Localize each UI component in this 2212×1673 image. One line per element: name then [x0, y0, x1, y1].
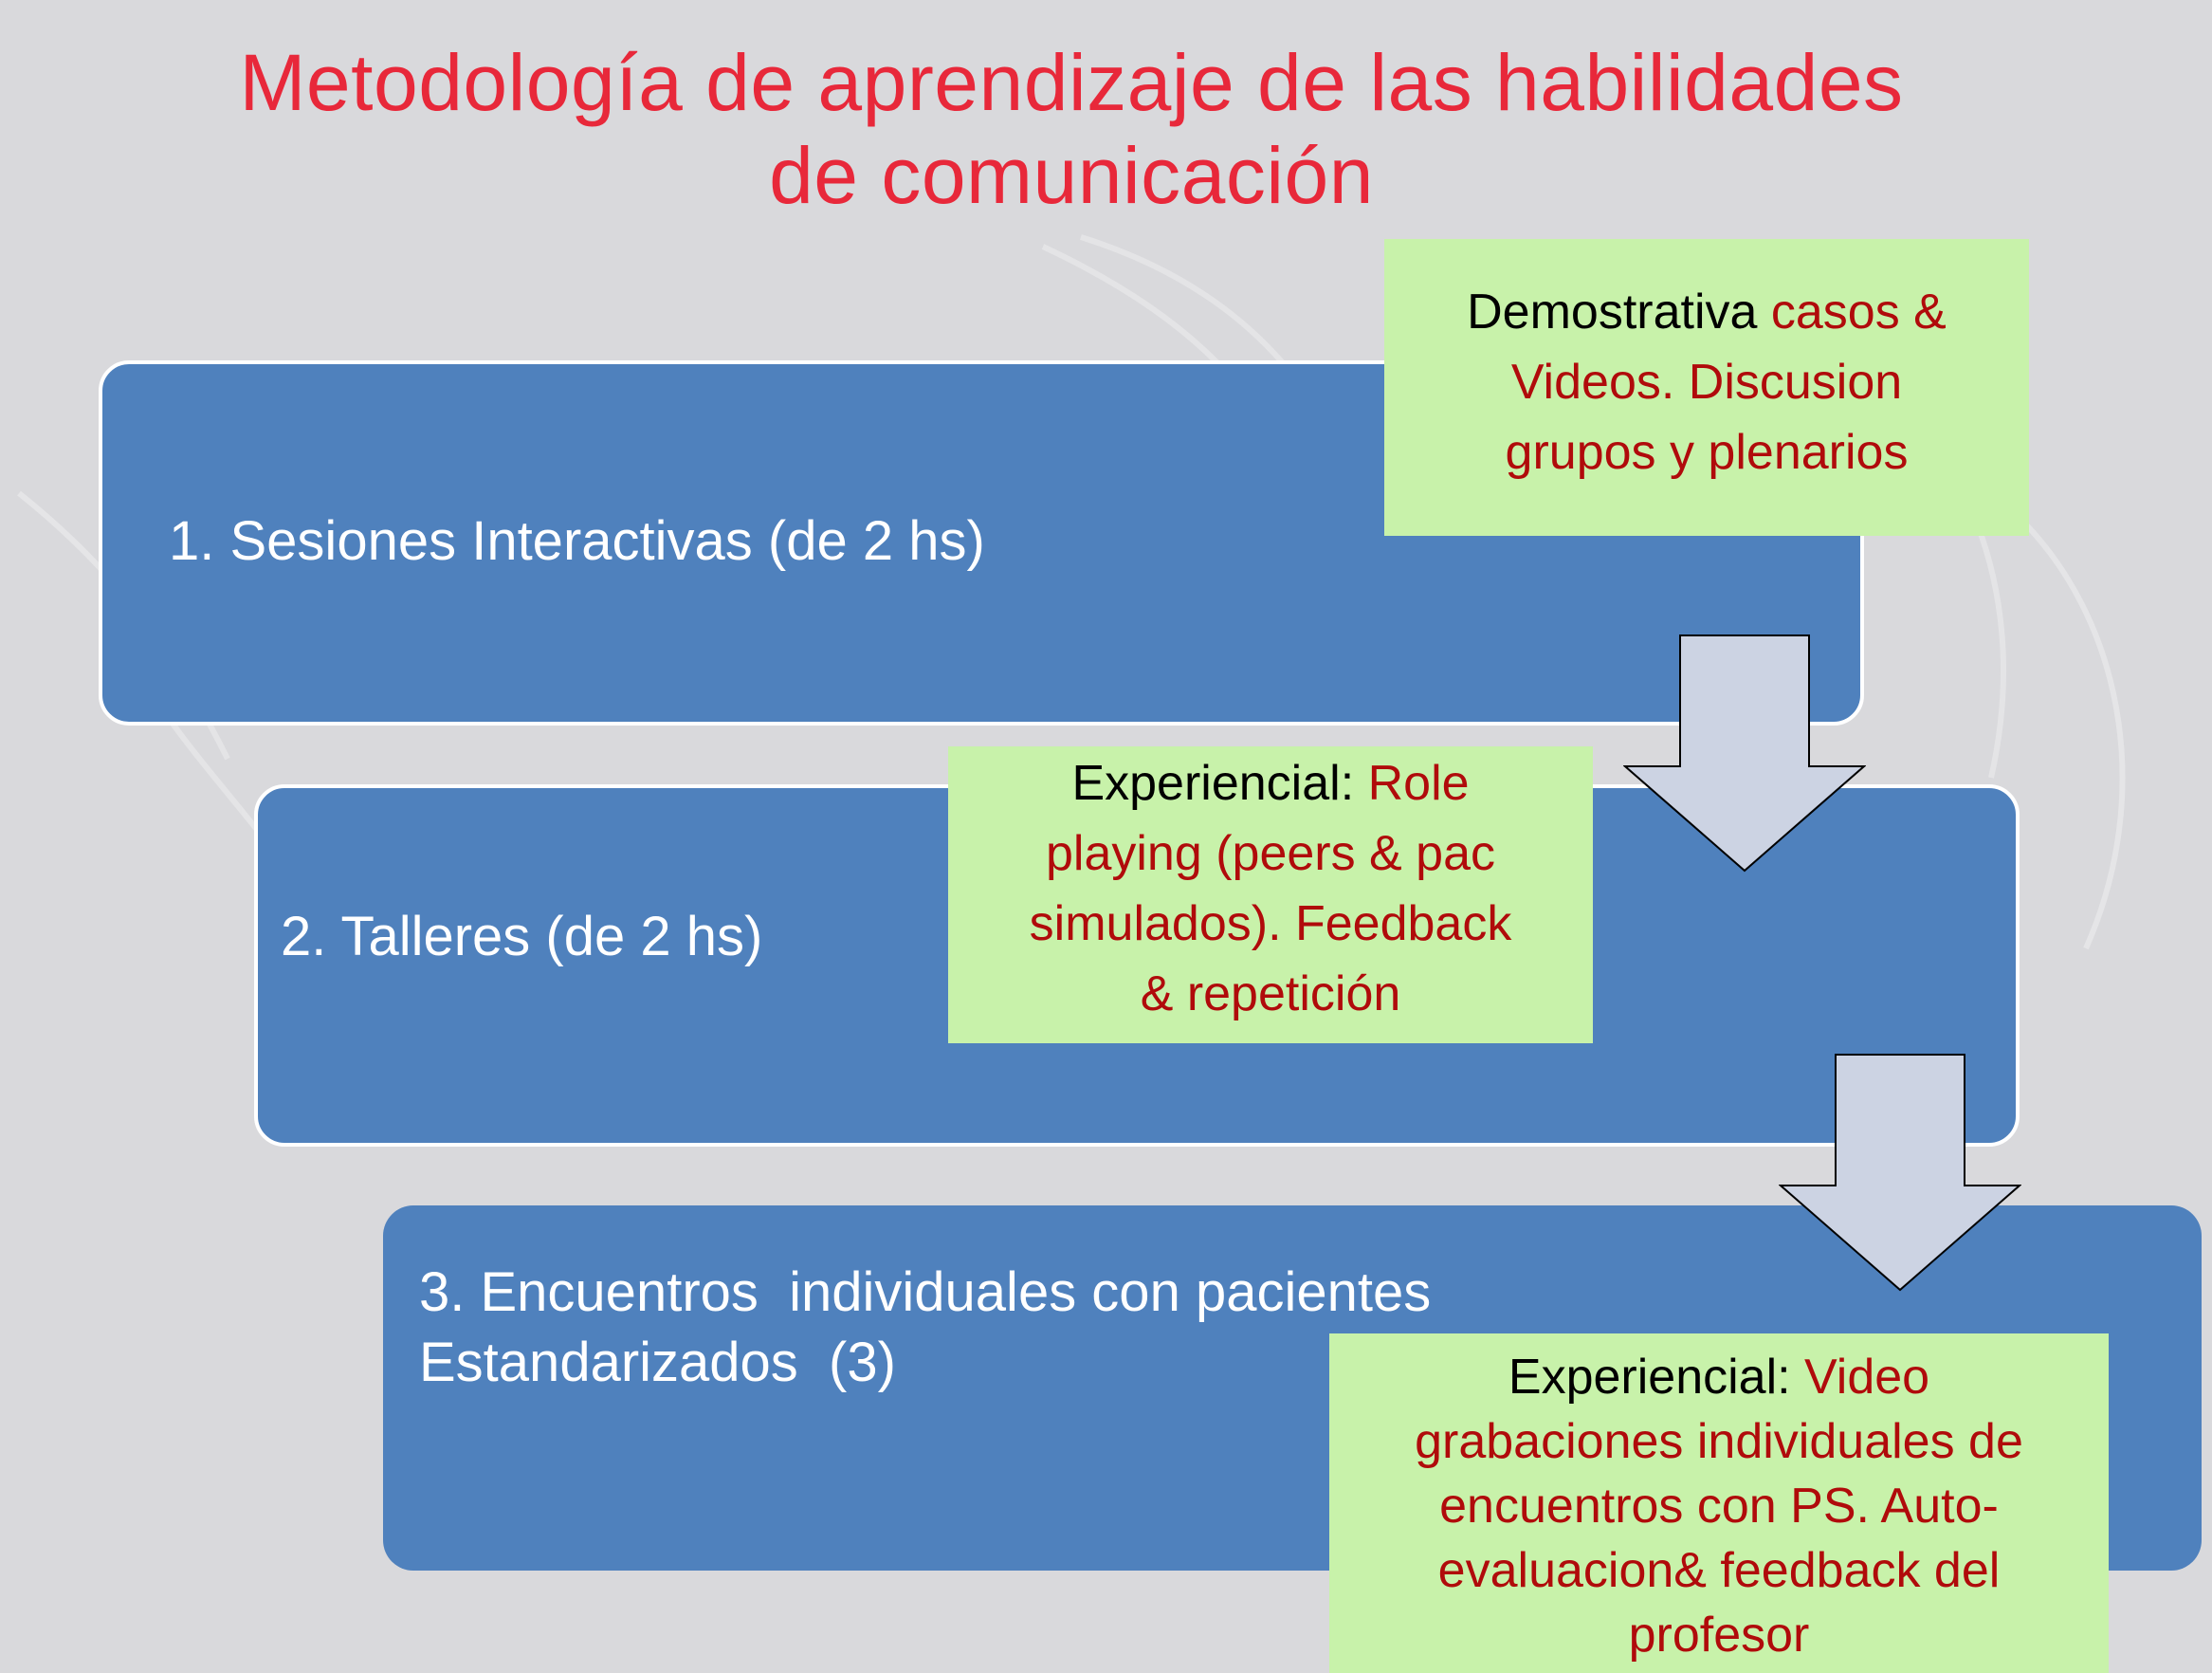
- note-3-line-4: evaluacion& feedback del: [1437, 1543, 2001, 1598]
- note-2-line-1: Role: [1367, 756, 1470, 811]
- title-line-1: Metodología de aprendizaje de las habilidades: [239, 38, 1904, 127]
- note-2-line-2: playing (peers & pac: [1045, 826, 1496, 881]
- down-arrow-icon: [1623, 634, 1866, 873]
- note-3-line-5: profesor: [1628, 1608, 1810, 1663]
- note-experiencial-role-playing: [948, 746, 1593, 1043]
- note-2-line-3: simulados). Feedback: [1029, 896, 1512, 951]
- note-2-line-4: & repetición: [1140, 966, 1401, 1021]
- note-2-lead: Experiencial:: [1071, 756, 1368, 811]
- note-demostrativa: [1384, 239, 2029, 536]
- step-1-label: 1. Sesiones Interactivas (de 2 hs): [169, 510, 985, 572]
- step-2-label: 2. Talleres (de 2 hs): [281, 906, 763, 967]
- note-1-line-3: grupos y plenarios: [1505, 425, 1909, 480]
- note-experiencial-video: [1329, 1333, 2109, 1673]
- down-arrow-icon: [1779, 1053, 2021, 1292]
- note-1-line-1: casos &: [1770, 285, 1947, 340]
- note-1-lead: Demostrativa: [1467, 285, 1771, 340]
- note-3-lead: Experiencial:: [1508, 1350, 1805, 1405]
- note-3-line-3: encuentros con PS. Auto-: [1439, 1479, 1999, 1534]
- note-3-line-2: grabaciones individuales de: [1415, 1414, 2023, 1469]
- note-3-line-1: Video: [1804, 1350, 1930, 1405]
- title-line-2: de comunicación: [769, 131, 1374, 220]
- note-1-line-2: Videos. Discusion: [1510, 355, 1903, 410]
- step-3-label: 3. Encuentros individuales con pacientes Estandarizados (3): [419, 1261, 1432, 1393]
- slide-title: [171, 36, 1972, 222]
